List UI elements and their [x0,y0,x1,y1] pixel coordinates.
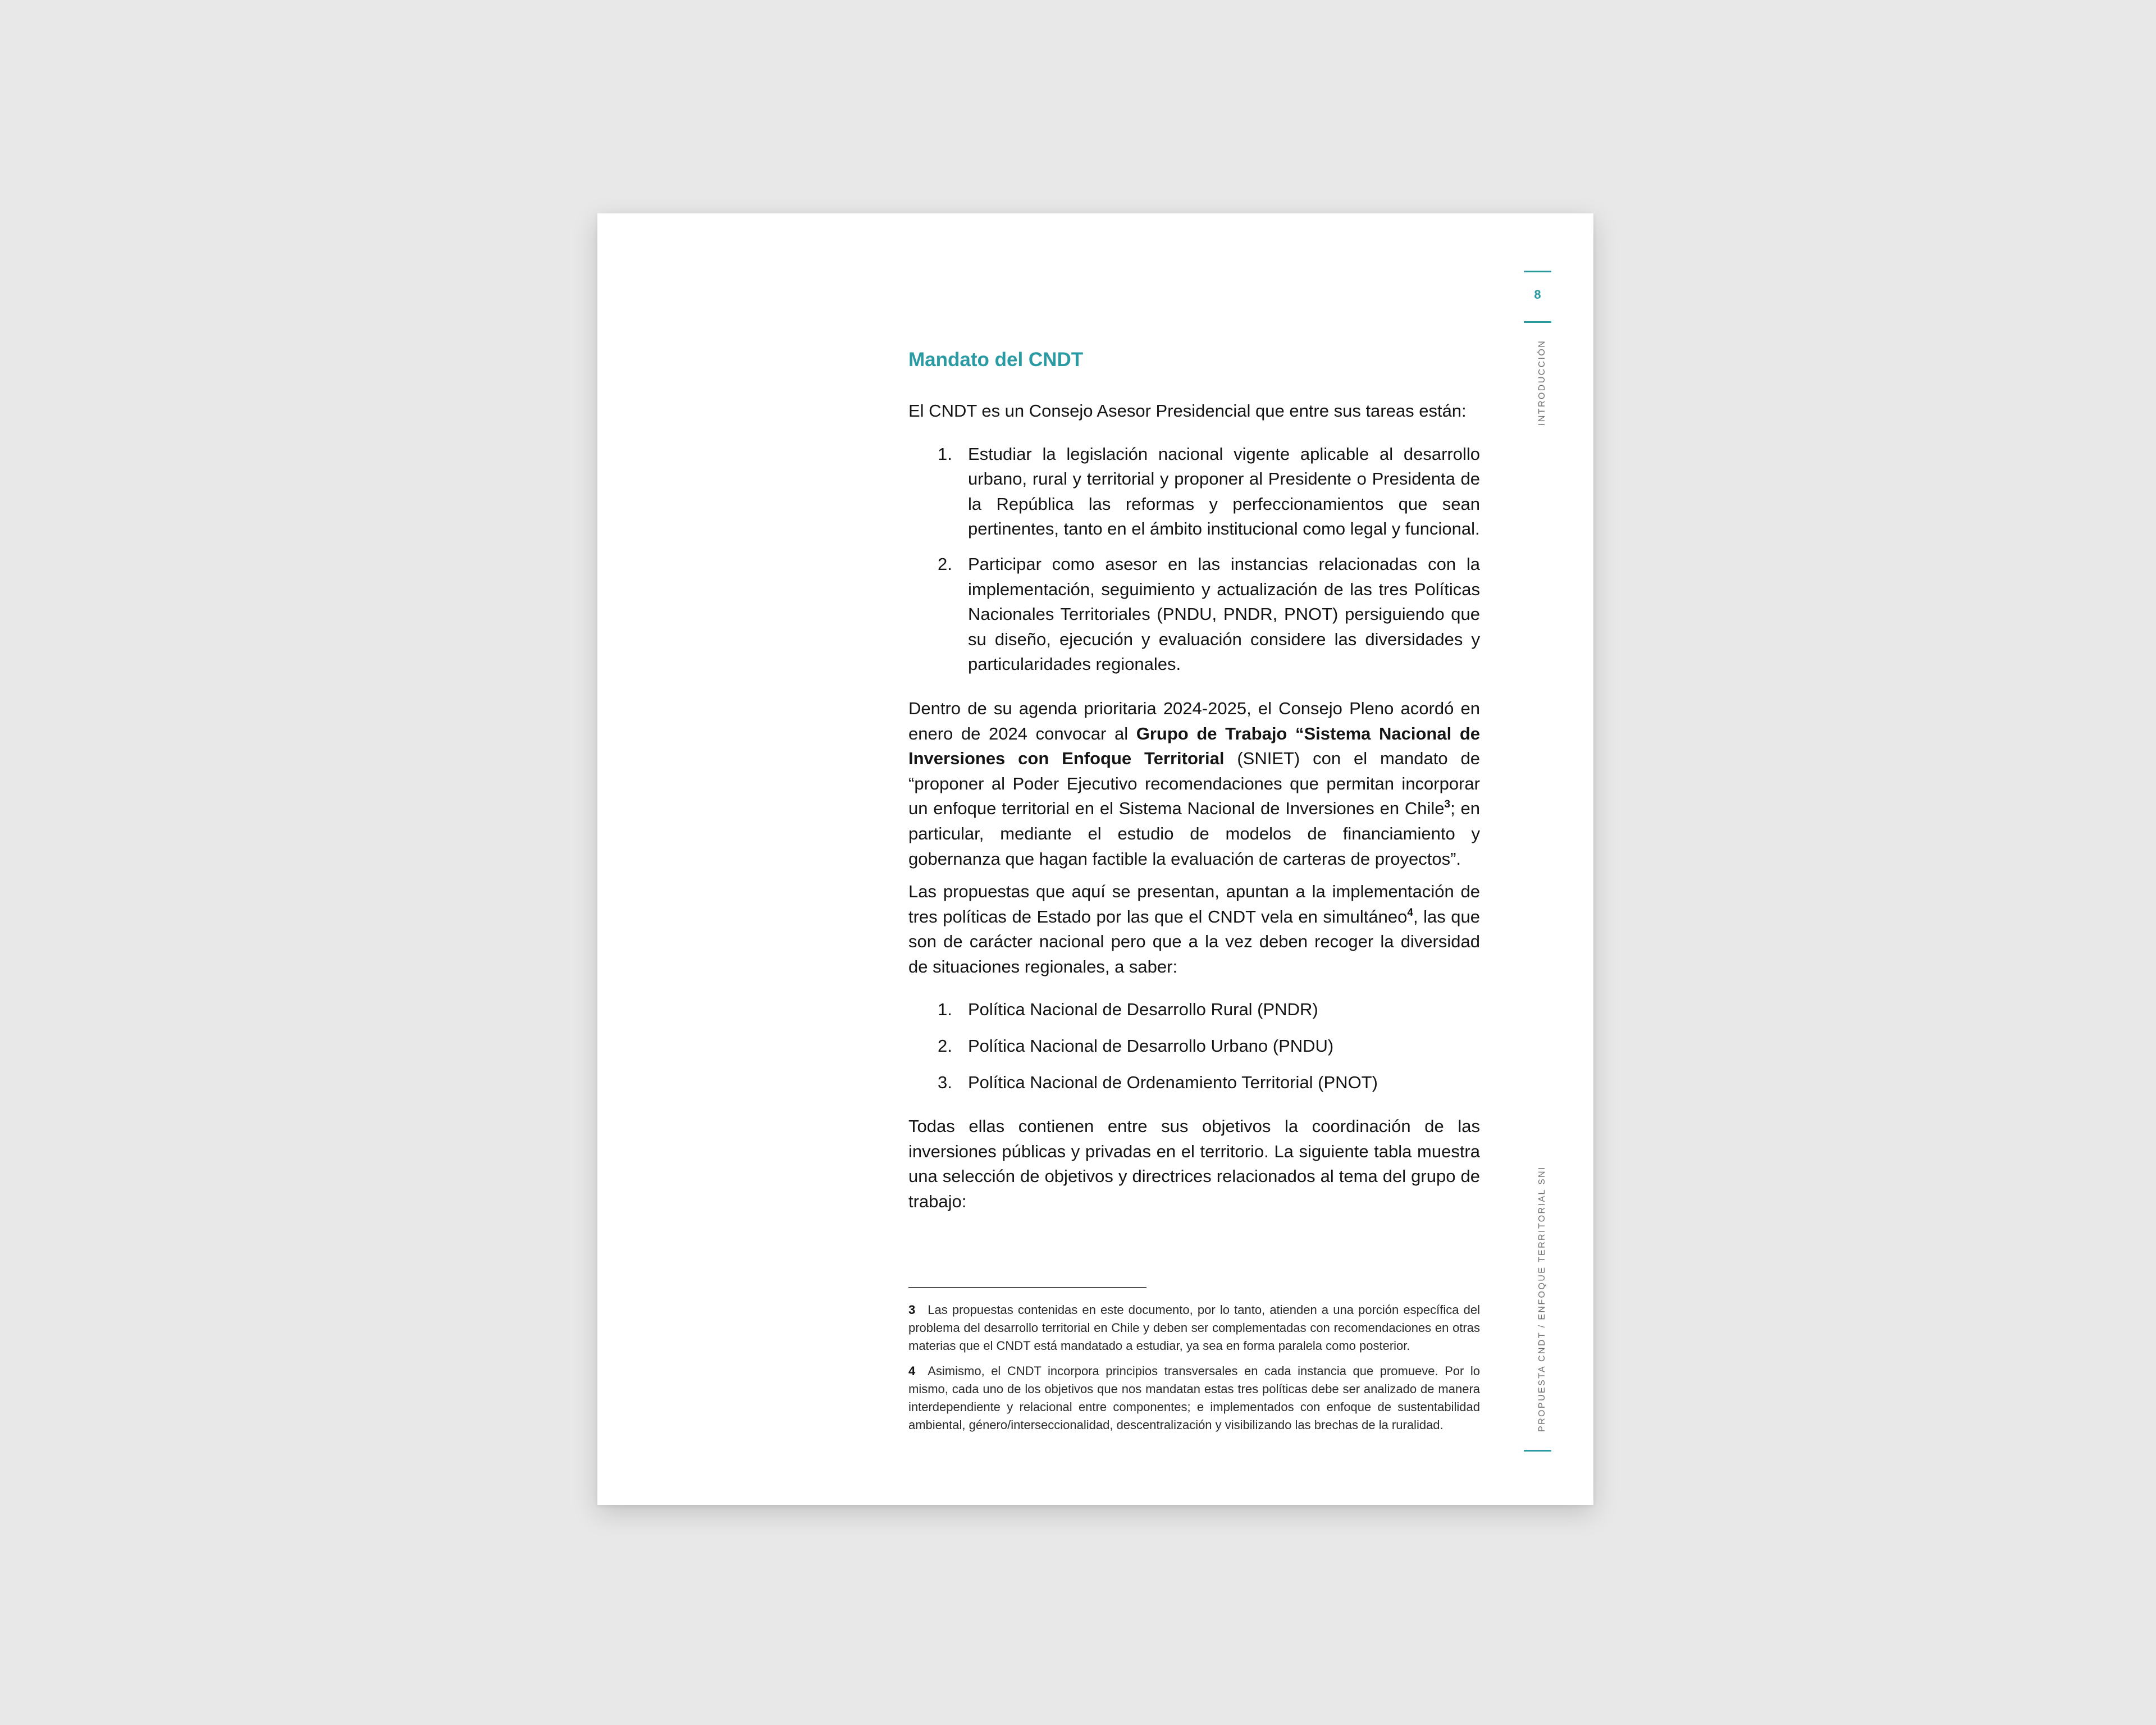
list-item [908,442,1480,542]
list-item-text: Participar como asesor en las instancias relacionadas con la implementación, seguimiento y actualización de las tres Políticas Nacionales Territoriales (PNDU, PNDR, PNOT) persiguiendo que su diseño, ejecución y evaluación considere las diversidades y particularidades regionales. [968,554,1480,674]
rail-number-line [1524,321,1551,323]
list-item [908,1034,1480,1059]
working-group-name: Grupo de Trabajo “Sistema Nacional de Inversiones con Enfoque Territorial [908,723,1480,769]
rail-bottom-line [1524,1450,1551,1452]
agenda-text-3: ; en particular, mediante el estudio de modelos de financiamiento y gobernanza que hagan factible la evaluación de carteras de proyectos”. [908,798,1480,869]
footnote-ref-4[interactable]: 4 [1407,906,1413,919]
intro-paragraph: El CNDT es un Consejo Asesor Presidencial que entre sus tareas están: [908,401,1467,421]
footnote-number: 3 [908,1303,916,1317]
footnotes [908,1301,1480,1434]
page-title: Mandato del CNDT [908,349,1084,371]
list-item-number: 2. [938,554,952,574]
main-content [908,348,1480,1215]
list-item-text: Estudiar la legislación nacional vigente aplicable al desarrollo urbano, rural y territorial y proponer al Presidente o Presidenta de la República las reformas y perfeccionamientos que sean pertinentes, tanto en el ámbito institucional como legal y funcional. [968,444,1480,539]
list-item-number: 1. [938,1000,952,1020]
footnote-3 [908,1301,1480,1356]
list-item [908,552,1480,677]
proposals-text-2: , las que son de carácter nacional pero que a la vez deben recoger la diversidad de situaciones regionales, a saber: [908,906,1480,976]
proposals-text-1: Las propuestas que aquí se presentan, apuntan a la implementación de tres políticas de Estado por las que el CNDT vela en simultáneo [908,882,1480,927]
footnote-text: Las propuestas contenidas en este documento, por lo tanto, atienden a una porción específica del problema del desarrollo territorial en Chile y deben ser complementadas con recomendaciones en otras materias que el CNDT está mandatado a estudiar, ya sea en forma paralela como posterior. [908,1303,1480,1353]
section-label: INTRODUCCIÓN [1537,339,1547,426]
rail-top-line [1524,271,1551,272]
footnote-ref-3[interactable]: 3 [1444,798,1451,811]
document-page [597,213,1593,1505]
policies-list [908,997,1480,1095]
document-label: PROPUESTA CNDT / ENFOQUE TERRITORIAL SNI [1537,1166,1547,1432]
footnote-divider [908,1287,1146,1288]
footnote-number: 4 [908,1363,916,1378]
list-item-number: 1. [938,444,952,464]
agenda-paragraph [908,696,1480,871]
list-item-text: Política Nacional de Desarrollo Rural (PNDR) [968,1000,1318,1020]
proposals-paragraph [908,879,1480,979]
page-number: 8 [1534,288,1541,302]
footnote-4 [908,1362,1480,1435]
list-item [908,1070,1480,1096]
agenda-text-1: Dentro de su agenda prioritaria 2024-2025, el Consejo Pleno acordó en enero de 2024 convocar al [908,698,1480,743]
list-item-text: Política Nacional de Ordenamiento Territorial (PNOT) [968,1072,1378,1092]
footnote-text: Asimismo, el CNDT incorpora principios transversales en cada instancia que promueve. Por lo mismo, cada uno de los objetivos que nos mandatan estas tres políticas debe ser analizado de manera interdependiente y relacional entre componentes; e implementados con enfoque de sustentabilidad ambiental, género/interseccionalidad, descentralización y visibilizando las brechas de la ruralidad. [908,1363,1480,1432]
tasks-list [908,442,1480,677]
list-item [908,997,1480,1023]
list-item-number: 3. [938,1072,952,1092]
closing-paragraph: Todas ellas contienen entre sus objetivos la coordinación de las inversiones públicas y privadas en el territorio. La siguiente tabla muestra una selección de objetivos y directrices relacionados al tema del grupo de trabajo: [908,1116,1480,1212]
list-item-text: Política Nacional de Desarrollo Urbano (PNDU) [968,1036,1334,1056]
agenda-text-2: (SNIET) con el mandato de “proponer al Poder Ejecutivo recomendaciones que permitan incorporar un enfoque territorial en el Sistema Nacional de Inversiones en Chile [908,749,1480,819]
list-item-number: 2. [938,1036,952,1056]
